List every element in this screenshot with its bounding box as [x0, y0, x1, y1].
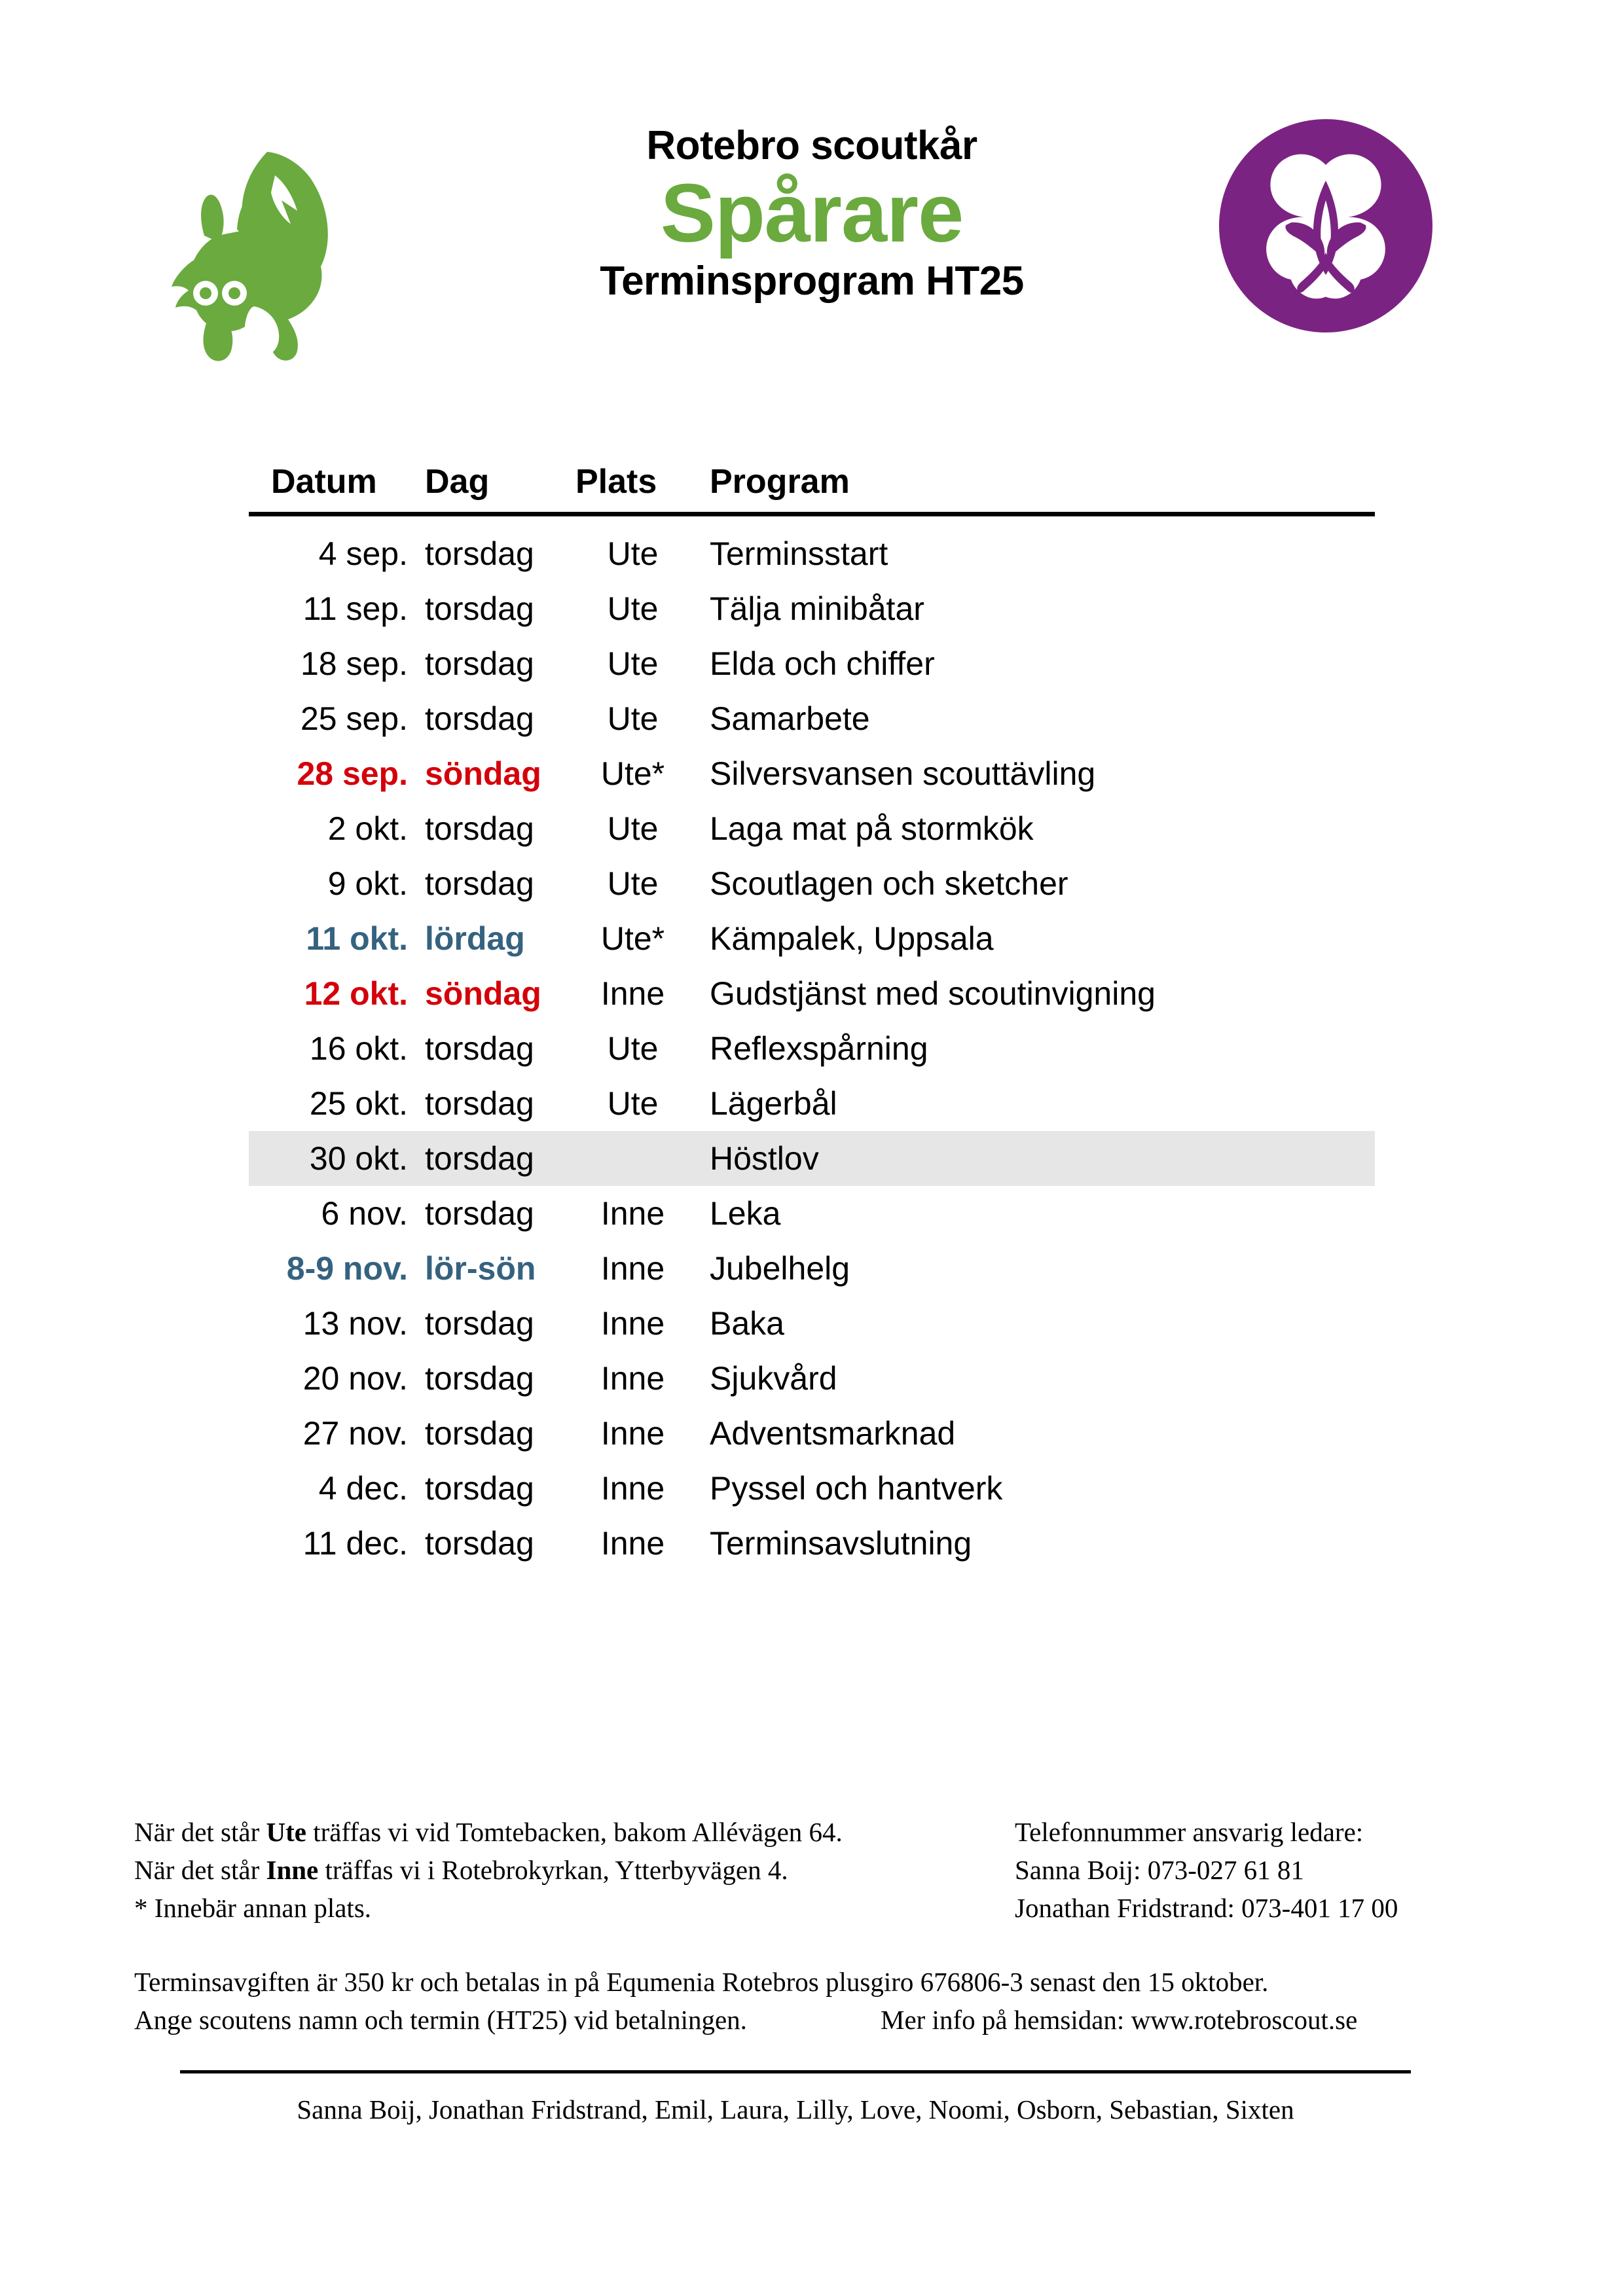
cell-datum: 11 sep. [302, 590, 408, 627]
header-title-block [406, 124, 1218, 304]
cell-program: Adventsmarknad [710, 1415, 956, 1452]
cell-program: Lägerbål [710, 1085, 837, 1122]
cell-datum: 18 sep. [300, 645, 408, 682]
cell-datum: 9 okt. [327, 865, 408, 902]
table-row [249, 911, 1375, 966]
cell-datum: 2 okt. [327, 810, 408, 847]
cell-program: Baka [710, 1305, 784, 1342]
table-row [249, 801, 1375, 856]
cell-plats: Inne [600, 1415, 665, 1452]
column-header-dag: Dag [425, 463, 490, 501]
cell-plats: Inne [600, 1305, 665, 1342]
table-row [249, 1351, 1375, 1406]
cell-program: Pyssel och hantverk [710, 1470, 1003, 1507]
phone-jonathan-fridstrand: Jonathan Fridstrand: 073-401 17 00 [1015, 1893, 1398, 1924]
cell-datum: 6 nov. [321, 1195, 408, 1232]
schedule-table-container [249, 458, 1375, 1571]
cell-dag: torsdag [425, 1360, 534, 1397]
cell-plats: Inne [600, 1360, 665, 1397]
fee-line-secondary [134, 2001, 1509, 2039]
cell-plats: Ute [607, 700, 659, 737]
corps-name: Rotebro scoutkår [646, 123, 977, 168]
asterisk-note: * Innebär annan plats. [134, 1893, 372, 1924]
cell-plats: Ute* [600, 755, 665, 792]
cell-plats: Ute [607, 1085, 659, 1122]
cell-program: Tälja minibåtar [710, 590, 924, 627]
cell-datum: 4 dec. [318, 1470, 408, 1507]
cell-datum: 25 sep. [300, 700, 408, 737]
cell-dag: lördag [425, 920, 525, 957]
cell-program: Terminsstart [710, 535, 888, 572]
cell-dag: torsdag [425, 1195, 534, 1232]
cell-datum: 28 sep. [297, 755, 408, 792]
column-header-datum: Datum [271, 463, 377, 501]
cell-dag: lör-sön [425, 1250, 536, 1287]
cell-program: Reflexspårning [710, 1030, 928, 1067]
cell-datum: 27 nov. [302, 1415, 408, 1452]
phone-heading: Telefonnummer ansvarig ledare: [1015, 1817, 1364, 1847]
cell-datum: 13 nov. [302, 1305, 408, 1342]
cell-plats: Inne [600, 1195, 665, 1232]
schedule-table-body [249, 514, 1375, 1571]
cell-datum: 12 okt. [304, 975, 408, 1012]
table-row [249, 856, 1375, 911]
cell-program: Elda och chiffer [710, 645, 935, 682]
page-footer [134, 1813, 1509, 2128]
cell-plats: Inne [600, 1525, 665, 1562]
cell-plats: Ute [607, 535, 659, 572]
cell-program: Gudstjänst med scoutinvigning [710, 975, 1156, 1012]
program-title: Terminsprogram HT25 [600, 259, 1024, 304]
cell-dag: torsdag [425, 1415, 534, 1452]
cell-program: Höstlov [710, 1140, 819, 1177]
cell-program: Scoutlagen och sketcher [710, 865, 1068, 902]
fee-line: Terminsavgiften är 350 kr och betalas in på Equmenia Rotebros plusgiro 676806-3 senast den 15 oktober. [134, 1966, 1269, 1997]
ute-explanation: När det står Ute träffas vi vid Tomtebacken, bakom Allévägen 64. [134, 1817, 843, 1847]
cell-program: Kämpalek, Uppsala [710, 920, 994, 957]
inne-keyword: Inne [266, 1855, 319, 1886]
table-row [249, 691, 1375, 746]
page-header [0, 0, 1623, 419]
table-row [249, 1131, 1375, 1186]
table-row [249, 1516, 1375, 1571]
cell-program: Samarbete [710, 700, 870, 737]
table-row [249, 966, 1375, 1021]
cell-dag: torsdag [425, 535, 534, 572]
cell-plats: Inne [600, 1250, 665, 1287]
cell-datum: 30 okt. [309, 1140, 408, 1177]
fox-logo [139, 137, 388, 373]
cell-plats: Ute [607, 1030, 659, 1067]
cell-dag: söndag [425, 975, 541, 1012]
cell-program: Leka [710, 1195, 781, 1232]
cell-dag: torsdag [425, 1305, 534, 1342]
column-header-plats: Plats [575, 463, 657, 501]
table-row [249, 746, 1375, 801]
cell-plats: Ute [607, 645, 659, 682]
table-row [249, 1021, 1375, 1076]
cell-datum: 11 okt. [306, 920, 408, 957]
table-row [249, 1076, 1375, 1131]
cell-program: Silversvansen scouttävling [710, 755, 1096, 792]
schedule-table-head [249, 458, 1375, 514]
cell-plats: Inne [600, 975, 665, 1012]
cell-datum: 8-9 nov. [286, 1250, 408, 1287]
cell-plats [575, 1131, 690, 1186]
cell-plats: Ute [607, 865, 659, 902]
cell-datum: 25 okt. [309, 1085, 408, 1122]
cell-dag: torsdag [425, 810, 534, 847]
footer-info-columns [134, 1813, 1509, 1928]
table-row [249, 1186, 1375, 1241]
website-info: Mer info på hemsidan: www.rotebroscout.se [881, 2004, 1358, 2035]
cell-dag: torsdag [425, 1470, 534, 1507]
phone-sanna-boij: Sanna Boij: 073-027 61 81 [1015, 1855, 1304, 1886]
cell-program: Terminsavslutning [710, 1525, 972, 1562]
cell-dag: torsdag [425, 645, 534, 682]
cell-datum: 20 nov. [302, 1360, 408, 1397]
cell-dag: torsdag [425, 1030, 534, 1067]
table-row [249, 1241, 1375, 1296]
footer-payment-info [134, 1963, 1509, 2039]
cell-datum: 16 okt. [309, 1030, 408, 1067]
scout-emblem [1218, 118, 1434, 334]
cell-dag: torsdag [425, 590, 534, 627]
cell-dag: torsdag [425, 1140, 534, 1177]
leaders-list: Sanna Boij, Jonathan Fridstrand, Emil, Laura, Lilly, Love, Noomi, Osborn, Sebastian, Sixten [297, 2094, 1294, 2125]
cell-plats: Ute [607, 590, 659, 627]
cell-plats: Ute [607, 810, 659, 847]
cell-dag: torsdag [425, 1085, 534, 1122]
table-row [249, 1296, 1375, 1351]
table-row [249, 1461, 1375, 1516]
table-row [249, 581, 1375, 636]
footer-contact-info [1015, 1813, 1499, 1928]
cell-dag: torsdag [425, 700, 534, 737]
unit-name: Spårare [660, 167, 964, 260]
cell-dag: söndag [425, 755, 541, 792]
cell-plats: Inne [600, 1470, 665, 1507]
cell-dag: torsdag [425, 865, 534, 902]
schedule-table [249, 458, 1375, 1571]
table-row [249, 636, 1375, 691]
column-header-program: Program [710, 463, 850, 501]
cell-datum: 4 sep. [318, 535, 408, 572]
cell-datum: 11 dec. [302, 1525, 408, 1562]
table-row [249, 514, 1375, 582]
cell-program: Laga mat på stormkök [710, 810, 1034, 847]
payment-reference-note: Ange scoutens namn och termin (HT25) vid betalningen. [134, 2004, 747, 2035]
inne-explanation: När det står Inne träffas vi i Rotebrokyrkan, Ytterbyvägen 4. [134, 1855, 788, 1886]
cell-dag: torsdag [425, 1525, 534, 1562]
cell-program: Jubelhelg [710, 1250, 850, 1287]
table-row [249, 1406, 1375, 1461]
footer-divider [180, 2070, 1411, 2073]
ute-keyword: Ute [266, 1817, 306, 1847]
cell-plats: Ute* [600, 920, 665, 957]
table-header-row [249, 458, 1375, 514]
cell-program: Sjukvård [710, 1360, 837, 1397]
footer-location-info [134, 1813, 1015, 1928]
